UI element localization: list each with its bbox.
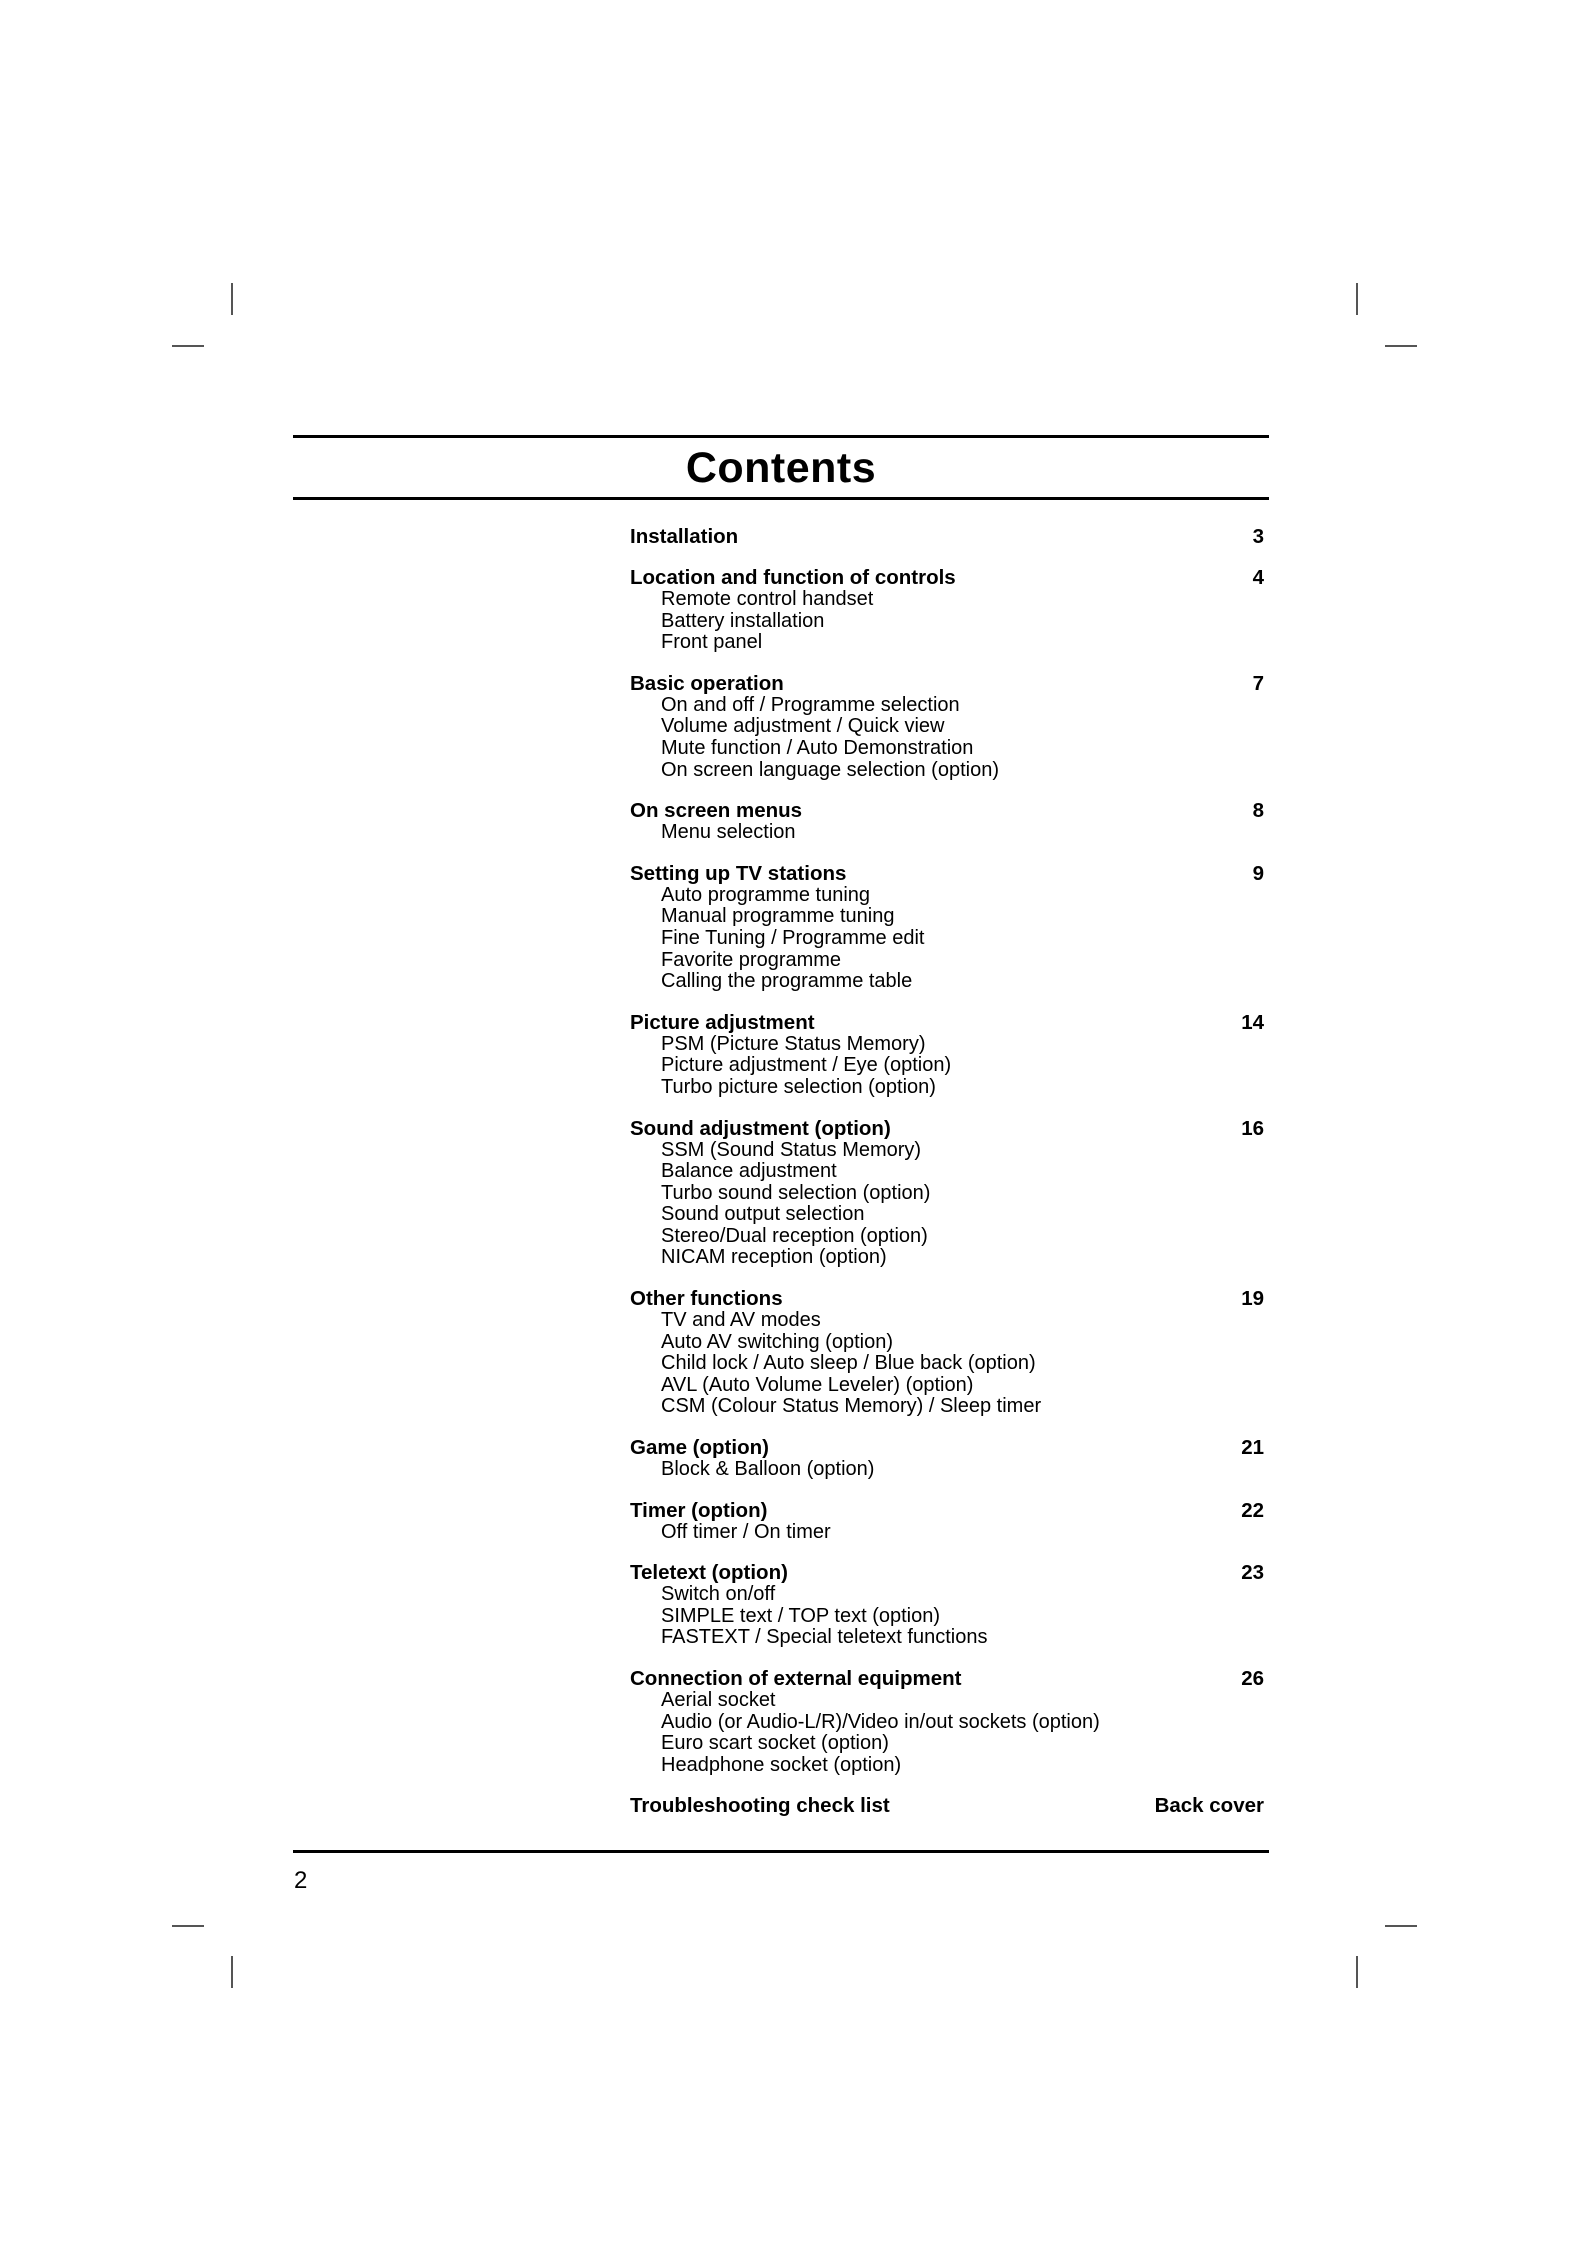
toc-subitem: TV and AV modes [661, 1309, 821, 1332]
toc-subitem: Switch on/off [661, 1583, 776, 1606]
bottom-rule [293, 1850, 1269, 1853]
toc-subitem: On screen language selection (option) [661, 758, 999, 781]
toc-section-heading-row [630, 1795, 1266, 1817]
toc-subitem: Audio (or Audio-L/R)/Video in/out sockets (option) [661, 1710, 1100, 1733]
toc-subitem: Volume adjustment / Quick view [661, 715, 945, 738]
toc-subitem: Turbo sound selection (option) [661, 1181, 931, 1204]
toc-section-page: 9 [1252, 861, 1264, 885]
toc-section-page: 16 [1241, 1116, 1264, 1140]
toc-section-title: Setting up TV stations [630, 861, 847, 885]
toc-section [630, 673, 1266, 781]
toc-subitem: Manual programme tuning [661, 905, 895, 928]
toc-section [630, 1500, 1266, 1544]
toc-section-title: Connection of external equipment [630, 1667, 962, 1690]
toc-subitem: Favorite programme [661, 948, 842, 971]
toc-section-title: On screen menus [630, 799, 803, 823]
toc-section-page: 23 [1241, 1561, 1264, 1585]
toc-subitem: Headphone socket (option) [661, 1753, 902, 1776]
crop-mark [231, 1956, 233, 1988]
toc-subitem-list [630, 822, 1266, 844]
toc-subitem: Front panel [661, 631, 763, 654]
toc-section [630, 526, 1266, 548]
toc-section-heading-row [630, 1562, 1266, 1584]
toc-section-title: Location and function of controls [630, 566, 956, 589]
toc-section-page: 19 [1241, 1287, 1264, 1311]
toc-section [630, 1668, 1266, 1776]
toc-section-heading-row [630, 863, 1266, 885]
toc-section-heading-row [630, 526, 1266, 548]
toc-subitem: Mute function / Auto Demonstration [661, 736, 974, 759]
toc-section [630, 1562, 1266, 1649]
toc-section [630, 800, 1266, 844]
toc-section [630, 567, 1266, 654]
crop-mark [1356, 1956, 1358, 1988]
toc-section-title: Troubleshooting check list [630, 1794, 890, 1818]
toc-subitem: NICAM reception (option) [661, 1246, 887, 1269]
toc-subitem: Block & Balloon (option) [661, 1458, 875, 1481]
toc-subitem: Euro scart socket (option) [661, 1732, 889, 1755]
toc-section-page: Back cover [1154, 1794, 1264, 1818]
toc-subitem: Aerial socket [661, 1689, 776, 1711]
toc-subitem: Turbo picture selection (option) [661, 1075, 936, 1098]
toc-section-title: Installation [630, 525, 739, 548]
toc-section-page: 7 [1252, 671, 1264, 695]
crop-mark [1385, 1925, 1417, 1927]
toc-subitem: Stereo/Dual reception (option) [661, 1224, 928, 1247]
toc-subitem-list [630, 589, 1266, 654]
toc-subitem: SIMPLE text / TOP text (option) [661, 1604, 941, 1627]
toc-subitem: Battery installation [661, 609, 825, 632]
toc-section-heading-row [630, 1118, 1266, 1140]
toc-subitem: Balance adjustment [661, 1160, 837, 1183]
toc-section-page: 14 [1241, 1010, 1264, 1034]
toc-subitem: Auto AV switching (option) [661, 1330, 893, 1353]
toc-section-heading-row [630, 1437, 1266, 1459]
toc-subitem-list [630, 1310, 1266, 1418]
toc-subitem: CSM (Colour Status Memory) / Sleep timer [661, 1395, 1042, 1418]
toc-section-heading-row [630, 567, 1266, 589]
toc-subitem: Calling the programme table [661, 970, 913, 993]
toc-section-heading-row [630, 1500, 1266, 1522]
toc-section-heading-row [630, 1012, 1266, 1034]
toc-subitem: PSM (Picture Status Memory) [661, 1032, 926, 1055]
toc-section-heading-row [630, 1288, 1266, 1310]
toc-subitem: Off timer / On timer [661, 1520, 831, 1543]
toc-subitem: Menu selection [661, 821, 796, 844]
toc-section-page: 21 [1241, 1436, 1264, 1460]
toc-subitem: Picture adjustment / Eye (option) [661, 1054, 952, 1077]
crop-mark [172, 1925, 204, 1927]
crop-mark [1356, 283, 1358, 315]
top-rule [293, 435, 1269, 438]
toc-section [630, 1795, 1266, 1817]
toc-subitem-list [630, 1034, 1266, 1099]
toc-subitem-list [630, 695, 1266, 781]
toc-section-title: Timer (option) [630, 1498, 768, 1522]
toc-section-page: 26 [1241, 1667, 1264, 1690]
toc-section-page: 8 [1252, 799, 1264, 823]
toc-section-heading-row [630, 800, 1266, 822]
page-number: 2 [294, 1867, 308, 1894]
toc-subitem: Fine Tuning / Programme edit [661, 926, 925, 949]
toc-subitem: FASTEXT / Special teletext functions [661, 1626, 988, 1649]
toc-section-title: Picture adjustment [630, 1010, 815, 1034]
toc-section-title: Sound adjustment (option) [630, 1116, 891, 1140]
toc-subitem-list [630, 1584, 1266, 1649]
toc-section-page: 3 [1252, 525, 1264, 548]
crop-mark [172, 345, 204, 347]
toc-section-heading-row [630, 1668, 1266, 1690]
toc-subitem-list [630, 1522, 1266, 1544]
toc-section [630, 1437, 1266, 1481]
toc-subitem-list [630, 1140, 1266, 1270]
toc-section-page: 4 [1252, 566, 1264, 589]
toc-section-title: Basic operation [630, 671, 784, 695]
toc-subitem: SSM (Sound Status Memory) [661, 1138, 922, 1161]
toc-section-title: Teletext (option) [630, 1561, 788, 1585]
toc-subitem: On and off / Programme selection [661, 693, 960, 716]
toc-section-page: 22 [1241, 1498, 1264, 1522]
title-rule [293, 497, 1269, 500]
crop-mark [1385, 345, 1417, 347]
toc-section [630, 1288, 1266, 1418]
crop-mark [231, 283, 233, 315]
toc-subitem-list [630, 1459, 1266, 1481]
toc-section [630, 1012, 1266, 1099]
toc-section-title: Other functions [630, 1287, 783, 1311]
table-of-contents [630, 526, 1266, 1836]
toc-subitem-list [630, 1690, 1266, 1776]
toc-subitem: Child lock / Auto sleep / Blue back (option) [661, 1352, 1036, 1375]
toc-subitem: AVL (Auto Volume Leveler) (option) [661, 1373, 974, 1396]
page-title: Contents [685, 444, 877, 492]
toc-subitem: Auto programme tuning [661, 883, 871, 906]
toc-section-heading-row [630, 673, 1266, 695]
toc-section [630, 863, 1266, 993]
toc-subitem-list [630, 885, 1266, 993]
toc-subitem: Remote control handset [661, 588, 874, 610]
toc-section-title: Game (option) [630, 1436, 769, 1460]
toc-subitem: Sound output selection [661, 1203, 865, 1226]
toc-section [630, 1118, 1266, 1270]
